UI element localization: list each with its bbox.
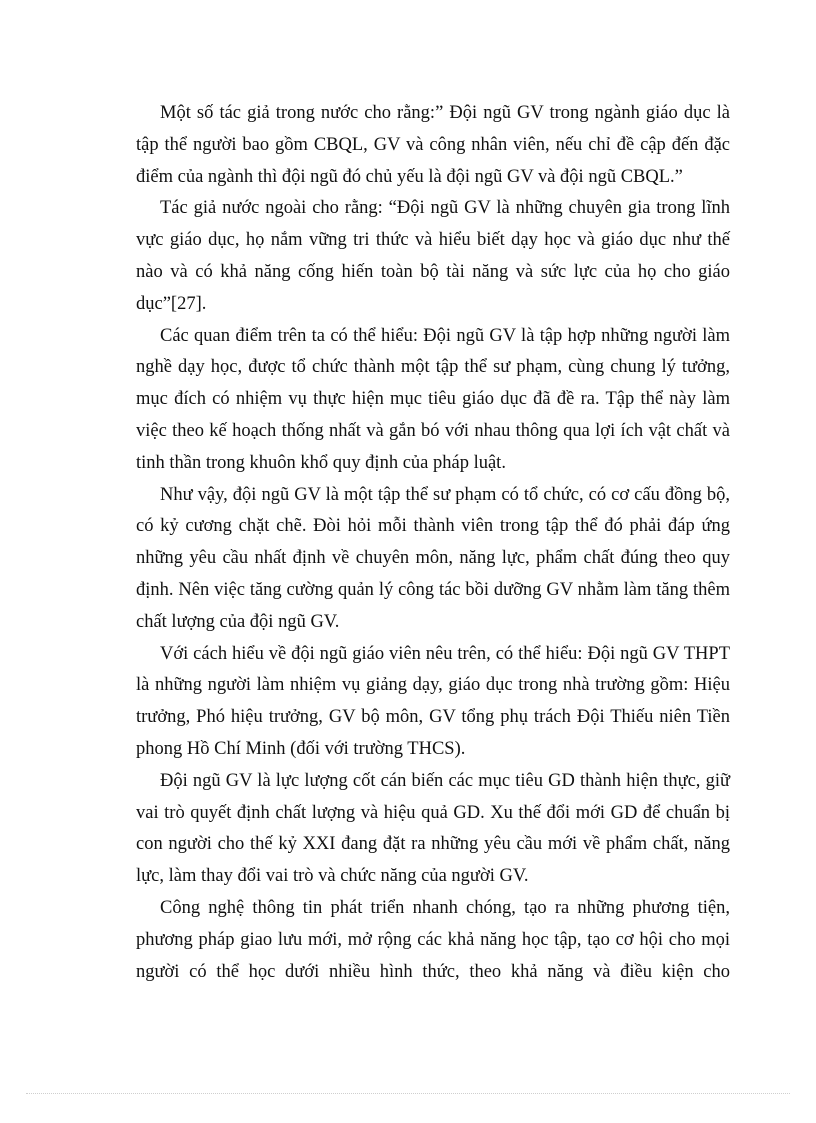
paragraph-5: Với cách hiểu về đội ngũ giáo viên nêu trên, có thể hiểu: Đội ngũ GV THPT là những người làm nhiệm vụ giảng dạy, giáo dục trong nhà trường gồm: Hiệu trưởng, Phó hiệu trưởng, GV bộ môn, GV tổng phụ trách Đội Thiếu niên Tiền phong Hồ Chí Minh (đối với trường THCS). xyxy=(136,643,730,759)
paragraph-2: Tác giả nước ngoài cho rằng: “Đội ngũ GV là những chuyên gia trong lĩnh vực giáo dục, họ nắm vững tri thức và hiểu biết dạy học và giáo dục như thế nào và có khả năng cống hiến toàn bộ tài năng và sức lực của họ cho giáo dục”[27]. xyxy=(136,198,730,314)
paragraph-7: Công nghệ thông tin phát triển nhanh chóng, tạo ra những phương tiện, phương pháp giao lưu mới, mở rộng các khả năng học tập, tạo cơ hội cho mọi người có thể học dưới nhiều hình thức, theo khả năng và điều kiện cho xyxy=(136,897,730,982)
paragraph-4: Như vậy, đội ngũ GV là một tập thể sư phạm có tổ chức, có cơ cấu đồng bộ, có kỷ cương chặt chẽ. Đòi hỏi mỗi thành viên trong tập thể đó phải đáp ứng những yêu cầu nhất định về chuyên môn, năng lực, phẩm chất đúng theo quy định. Nên việc tăng cường quản lý công tác bồi dưỡng GV nhằm làm tăng thêm chất lượng của đội ngũ GV. xyxy=(136,484,730,632)
page-bottom-divider xyxy=(26,1093,790,1094)
document-body xyxy=(136,98,730,988)
paragraph-6: Đội ngũ GV là lực lượng cốt cán biến các mục tiêu GD thành hiện thực, giữ vai trò quyết định chất lượng và hiệu quả GD. Xu thế đổi mới GD để chuẩn bị con người cho thế kỷ XXI đang đặt ra những yêu cầu mới về phẩm chất, năng lực, làm thay đổi vai trò và chức năng của người GV. xyxy=(136,770,730,887)
paragraph-1: Một số tác giả trong nước cho rằng:” Đội ngũ GV trong ngành giáo dục là tập thể người bao gồm CBQL, GV và công nhân viên, nếu chỉ đề cập đến đặc điểm của ngành thì đội ngũ đó chủ yếu là đội ngũ GV và đội ngũ CBQL.” xyxy=(136,103,730,187)
paragraph-3: Các quan điểm trên ta có thể hiểu: Đội ngũ GV là tập hợp những người làm nghề dạy học, được tổ chức thành một tập thể sư phạm, cùng chung lý tưởng, mục đích có nhiệm vụ thực hiện mục tiêu giáo dục đã đề ra. Tập thể này làm việc theo kế hoạch thống nhất và gắn bó với nhau thông qua lợi ích vật chất và tinh thần trong khuôn khổ quy định của pháp luật. xyxy=(136,325,730,473)
